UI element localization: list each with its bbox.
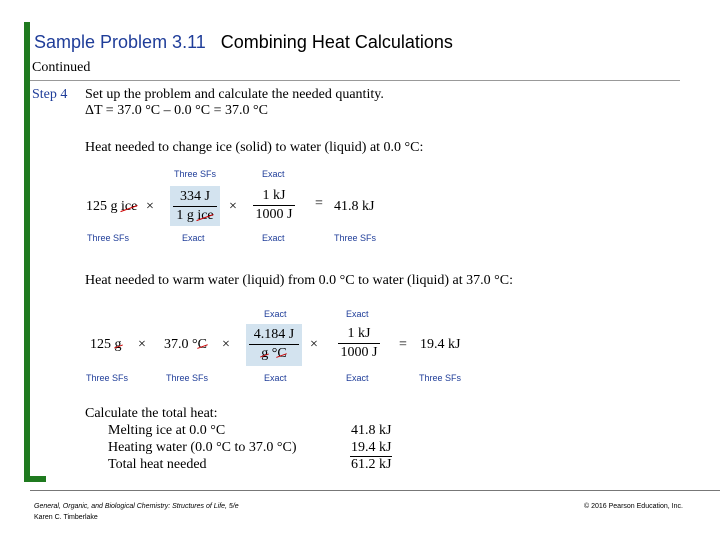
sf-label: Exact	[346, 373, 369, 383]
total-row-label: Total heat needed	[108, 457, 207, 472]
equals-sign: =	[399, 337, 407, 352]
fraction-numerator: 1 kJ	[347, 326, 371, 341]
delta-t-line: ΔT = 37.0 °C – 0.0 °C = 37.0 °C	[85, 103, 268, 118]
step-label: Step 4	[32, 87, 68, 102]
times-sign: ×	[146, 199, 154, 214]
sf-label: Three SFs	[166, 373, 209, 383]
fraction-denominator: 1000 J	[340, 345, 378, 360]
problem-number: Sample Problem 3.11	[34, 32, 206, 52]
footer-divider	[30, 490, 720, 491]
continued-label: Continued	[32, 60, 91, 75]
sf-label: Three SFs	[174, 169, 217, 179]
total-row-label: Melting ice at 0.0 °C	[108, 423, 226, 438]
fraction-numerator: 1 kJ	[262, 188, 286, 203]
times-sign: ×	[229, 199, 237, 214]
conversion-fraction	[253, 188, 295, 223]
warming-result: 19.4 kJ	[420, 337, 461, 352]
sf-label: Three SFs	[419, 373, 462, 383]
problem-topic: Combining Heat Calculations	[220, 32, 453, 52]
sf-label: Exact	[346, 309, 369, 319]
times-sign: ×	[138, 337, 146, 352]
footer-book-title: General, Organic, and Biological Chemistry: Structures of Life, 5/e	[34, 503, 239, 510]
conversion-fraction	[338, 326, 380, 361]
conversion-fraction	[170, 186, 220, 226]
step-instruction: Set up the problem and calculate the needed quantity.	[85, 87, 384, 102]
sf-label: Three SFs	[87, 233, 130, 243]
accent-bar-foot	[24, 476, 46, 482]
sf-label: Exact	[264, 373, 287, 383]
canceled-unit: g	[114, 337, 122, 352]
footer-copyright: © 2016 Pearson Education, Inc.	[584, 503, 683, 510]
melting-given: 125 g ice	[86, 199, 138, 214]
total-row-value: 61.2 kJ	[351, 457, 392, 472]
specific-heat-fraction	[246, 324, 302, 366]
slide-title	[34, 32, 453, 53]
fraction-numerator: 4.184 J	[253, 327, 295, 342]
header-divider	[30, 80, 680, 81]
sf-label: Exact	[264, 309, 287, 319]
sf-label: Exact	[262, 169, 285, 179]
fraction-denominator: g °C	[261, 346, 287, 361]
sf-label: Exact	[182, 233, 205, 243]
total-row-value: 19.4 kJ	[351, 440, 392, 455]
fraction-denominator: 1000 J	[255, 207, 293, 222]
melting-heading: Heat needed to change ice (solid) to water (liquid) at 0.0 °C:	[85, 140, 424, 155]
sf-label: Exact	[262, 233, 285, 243]
times-sign: ×	[310, 337, 318, 352]
sf-label: Three SFs	[334, 233, 377, 243]
times-sign: ×	[222, 337, 230, 352]
sf-label: Three SFs	[86, 373, 129, 383]
footer-author: Karen C. Timberlake	[34, 514, 98, 521]
total-row-value: 41.8 kJ	[351, 423, 392, 438]
fraction-denominator: 1 g ice	[176, 208, 214, 223]
warming-given: 125 g	[90, 337, 122, 352]
fraction-numerator: 334 J	[180, 189, 210, 204]
warming-delta-t: 37.0 °C	[164, 337, 207, 352]
left-accent-bar	[24, 22, 30, 482]
warming-heading: Heat needed to warm water (liquid) from 0.0 °C to water (liquid) at 37.0 °C:	[85, 273, 513, 288]
melting-result: 41.8 kJ	[334, 199, 375, 214]
total-row-label: Heating water (0.0 °C to 37.0 °C)	[108, 440, 297, 455]
total-heading: Calculate the total heat:	[85, 406, 218, 421]
canceled-unit: ice	[121, 199, 138, 214]
equals-sign: =	[315, 196, 323, 211]
